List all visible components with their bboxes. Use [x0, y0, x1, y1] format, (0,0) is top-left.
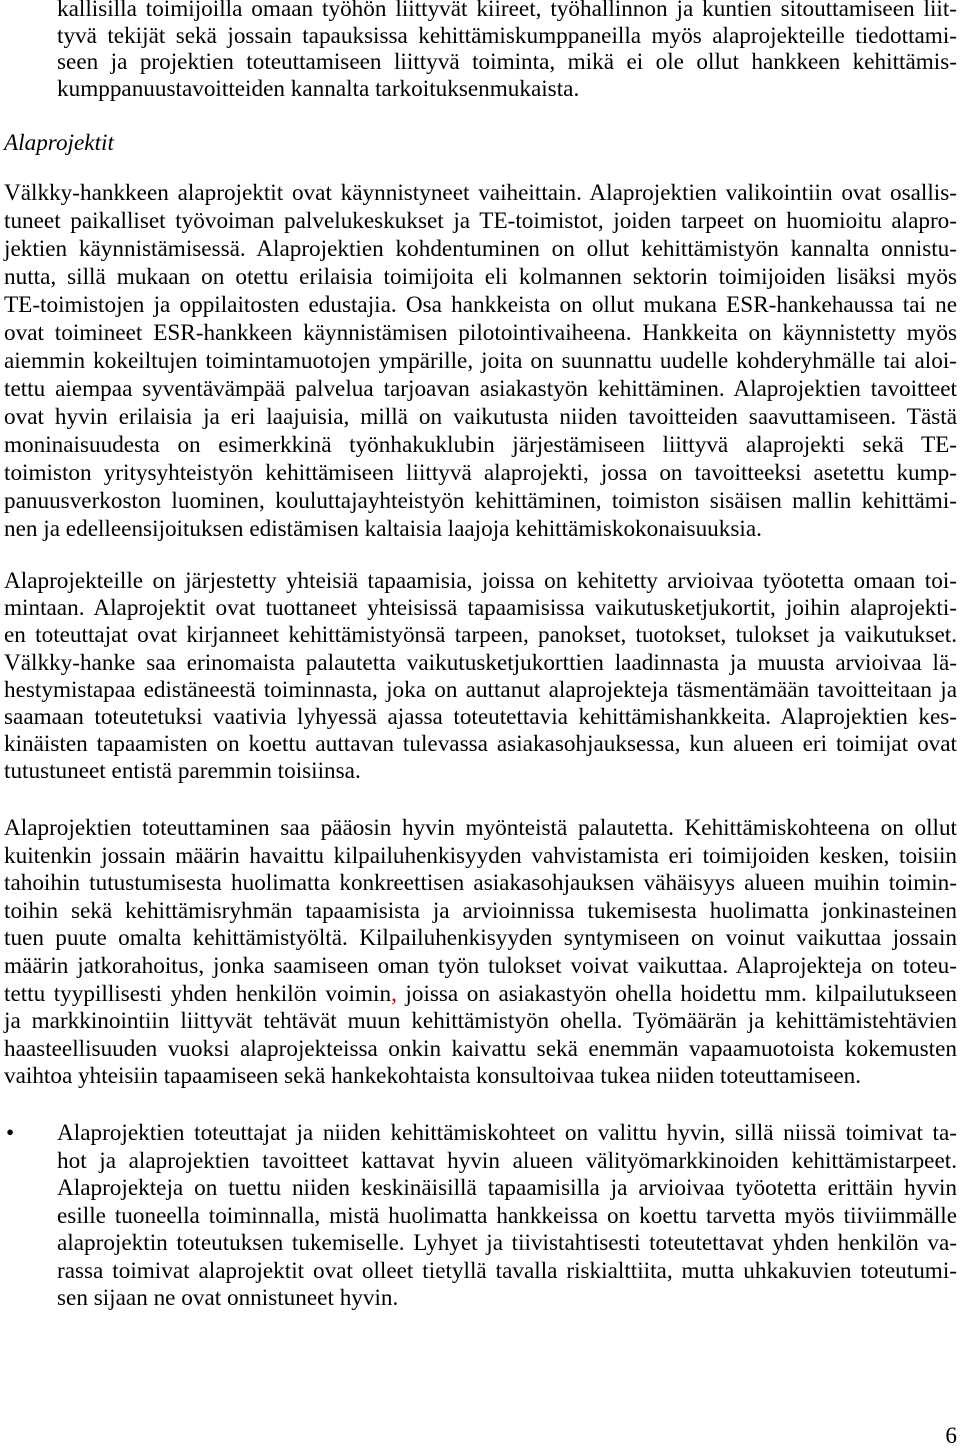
- text-line: Alaprojektien toteuttaminen saa pääosin hyvin myönteistä palautetta. Kehittämiskohteena on ollut: [4, 815, 957, 841]
- text-segment: tettu tyypillisesti yhden henkilön voimin: [4, 980, 392, 1007]
- text-line: rassa toimivat alaprojektit ovat olleet tietyllä tavalla riskialttiita, mutta uhkakuvien toteutumi-: [57, 1257, 957, 1284]
- text-line: tuneet paikalliset työvoiman palvelukeskukset ja TE-toimistot, joiden tarpeet on huomioitu alapro-: [4, 208, 957, 234]
- text-line: saamaan toteutetuksi vaativia lyhyessä ajassa toteutettavia kehittämishankkeita. Alaprojektien kes-: [4, 704, 957, 731]
- text-line: alaprojektin toteutuksen tukemiselle. Lyhyet ja tiivistahtisesti toteutettavat yhden henkilön va-: [57, 1230, 957, 1256]
- text-line: kallisilla toimijoilla omaan työhön liittyvät kiireet, työhallinnon ja kuntien sitouttamiseen liit-: [57, 0, 957, 22]
- text-line: tutustuneet entistä paremmin toisiinsa.: [4, 758, 361, 785]
- text-line: mintaan. Alaprojektit ovat tuottaneet yhteisissä tapaamisissa vaikutusketjukortit, joihin alaprojekti-: [4, 595, 957, 622]
- text-line: aiemmin kokeiltujen toimintamuotojen ympärille, joita on suunnattu uudelle kohderyhmälle tai aloi-: [4, 348, 957, 374]
- text-line: TE-toimistojen ja oppilaitosten edustajia. Osa hankkeista on ollut mukana ESR-hankehaussa tai ne: [4, 292, 957, 318]
- text-line: toimiston yritysyhteistyön kehittämiseen liittyvä alaprojekti, jossa on tavoitteeksi asetettu kump-: [4, 460, 957, 486]
- text-line: määrin jatkorahoitus, jonka saamiseen oman työn tulokset voivat vaikuttaa. Alaprojekteja on toteu-: [4, 952, 957, 979]
- paragraph-2: [4, 568, 957, 786]
- text-line: ovat toimineet ESR-hankkeen käynnistämisen pilotointivaiheena. Hankkeita on käynnistetty myös: [4, 320, 957, 346]
- paragraph-3: [4, 815, 957, 1091]
- bullet-marker: •: [6, 1120, 15, 1146]
- text-line: tahoihin tutustumisesta huolimatta konkreettisen asiakasohjauksen vähäisyys alueen muihin toimin-: [4, 870, 957, 897]
- text-line: Alaprojekteja on tuettu niiden keskinäisillä tapaamisilla ja arvioivaa työotetta erittäin hyvin: [57, 1175, 957, 1201]
- text-line: tettu aiempaa syventävämpää palvelua tarjoavan asiakastyön kehittäminen. Alaprojektien tavoitteet: [4, 376, 957, 402]
- text-line: kinäisten tapaamisten on koettu auttavan tulevassa asiakasohjauksessa, kun alueen eri toimijat ovat: [4, 731, 957, 758]
- text-line: seen ja projektien toteuttamiseen liittyvä toiminta, mikä ei ole ollut hankkeen kehittämis-: [57, 49, 957, 76]
- text-segment: joissa on asiakastyön ohella hoidettu mm. kilpailutukseen: [396, 980, 957, 1007]
- text-line: kumppanuustavoitteiden kannalta tarkoituksenmukaista.: [57, 76, 580, 103]
- text-line: toihin sekä kehittämisryhmän tapaamisista ja arvioinnissa tukemisesta huolimatta jonkinasteinen: [4, 897, 957, 924]
- page-number: 6: [945, 1423, 957, 1449]
- text-line: tyvä tekijät sekä jossain tapauksissa kehittämiskumppaneilla myös alaprojekteille tiedottami-: [57, 22, 957, 49]
- text-line: kuitenkin jossain määrin havaittu kilpailuhenkisyyden vahvistamista eri toimijoiden kesken, toisiin: [4, 842, 957, 869]
- text-line: hot ja alaprojektien tavoitteet kattavat hyvin alueen välityömarkkinoiden kehittämistarpeet.: [57, 1147, 957, 1174]
- text-line: jektien käynnistämisessä. Alaprojektien kohdentuminen on ollut kehittämistyön kannalta onnistu-: [4, 236, 957, 262]
- highlighted-text-segment: ,: [391, 980, 397, 1007]
- text-line: Välkky-hankkeen alaprojektit ovat käynnistyneet vaiheittain. Alaprojektien valikointiin ovat osallis-: [4, 180, 957, 206]
- text-line: sen sijaan ne ovat onnistuneet hyvin.: [57, 1285, 399, 1311]
- section-heading: Alaprojektit: [4, 130, 114, 156]
- text-line: hestymistapaa edistäneestä toiminnasta, joka on auttanut alaprojekteja täsmentämään tavoitteitaan ja: [4, 676, 957, 703]
- bullet-item-text: [57, 1120, 957, 1313]
- text-line: tuen puute omalta kehittämistyöltä. Kilpailuhenkisyyden syntymiseen on voinut vaikuttaa jossain: [4, 925, 957, 952]
- text-line: nutta, sillä mukaan on otettu erilaisia toimijoita eli kolmannen sektorin toimijoiden lisäksi myös: [4, 264, 957, 290]
- text-line: moninaisuudesta on esimerkkinä työnhakuklubin järjestämiseen liittyvä alaprojekti sekä TE-: [4, 432, 957, 458]
- text-line: en toteuttajat ovat kirjanneet kehittämistyönsä tarpeen, panokset, tuotokset, tulokset ja vaikutukset.: [4, 622, 957, 649]
- text-line: Alaprojekteille on järjestetty yhteisiä tapaamisia, joissa on kehitetty arvioivaa työotetta omaan toi-: [4, 568, 957, 594]
- text-line: Alaprojektien toteuttajat ja niiden kehittämiskohteet on valittu hyvin, sillä niissä toimivat ta-: [57, 1120, 957, 1146]
- intro-continuation-paragraph: [57, 0, 957, 103]
- text-line: esille tuoneella toiminnalla, mistä huolimatta hankkeissa on koettu tarvetta myös tiiviimmälle: [57, 1202, 957, 1229]
- text-line: panuusverkoston luominen, kouluttajayhteistyön kehittäminen, toimiston sisäisen mallin kehittämi-: [4, 488, 957, 514]
- text-line: [4, 981, 957, 1009]
- text-line: nen ja edelleensijoituksen edistämisen kaltaisia laajoja kehittämiskokonaisuuksia.: [4, 516, 762, 542]
- text-line: Välkky-hanke saa erinomaista palautetta vaikutusketjukorttien laadinnasta ja muusta arvioivaa lä-: [4, 649, 957, 676]
- text-line: ja markkinointiin liittyvät tehtävät muun kehittämistyön ohella. Työmäärän ja kehittämistehtävien: [4, 1008, 957, 1035]
- text-line: ovat hyvin erilaisia ja eri laajuisia, millä on vaikutusta niiden tavoitteiden saavuttamiseen. Tästä: [4, 404, 957, 430]
- text-line: vaihtoa yhteisiin tapaamiseen sekä hankekohtaista konsultoivaa tukea niiden toteuttamiseen.: [4, 1063, 862, 1090]
- paragraph-1: [4, 179, 957, 543]
- text-line: haasteellisuuden vuoksi alaprojekteissa onkin kaivattu sekä enemmän vapaamuotoista kokemusten: [4, 1035, 957, 1062]
